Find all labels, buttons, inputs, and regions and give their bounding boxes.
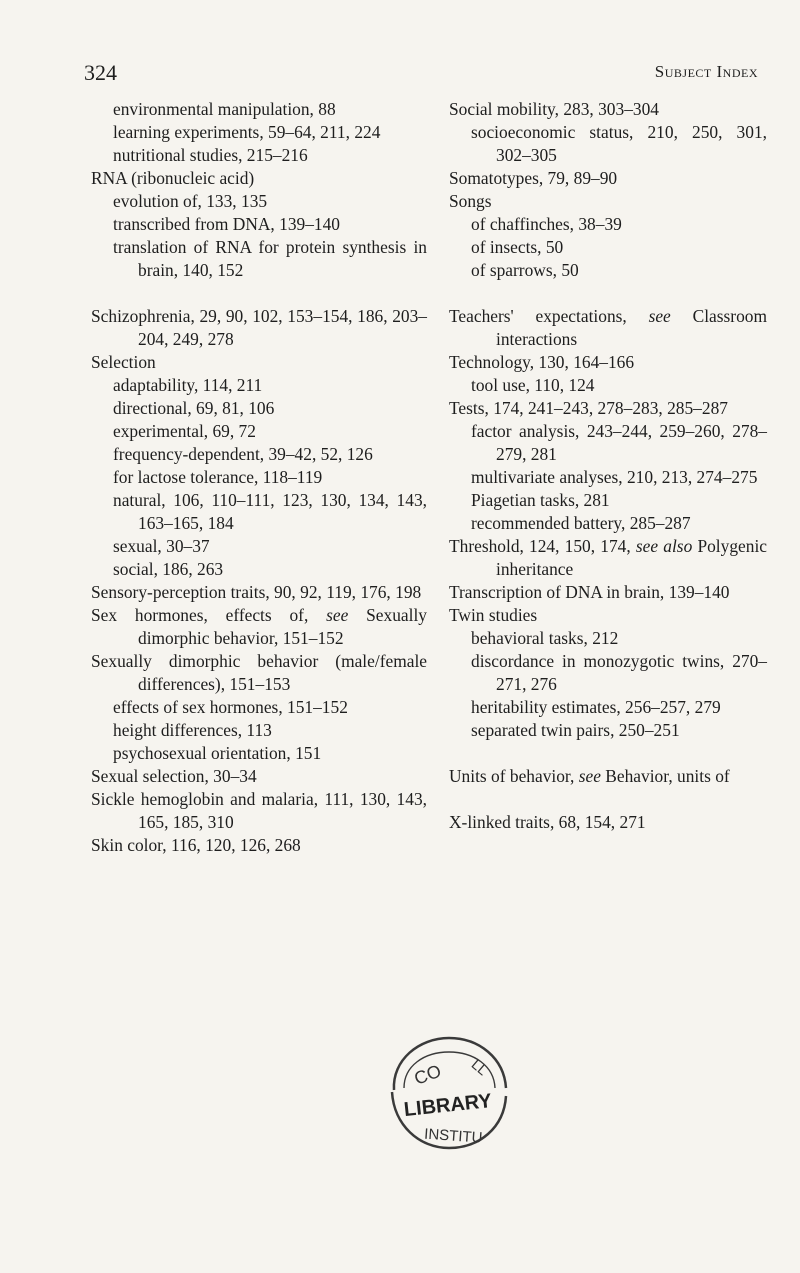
index-entry: Transcription of DNA in brain, 139–140 <box>449 582 730 602</box>
index-subentry: natural, 106, 110–111, 123, 130, 134, 143, 163–165, 184 <box>113 490 427 533</box>
index-subentry: psychosexual orientation, 151 <box>113 743 322 763</box>
index-subentry: adaptability, 114, 211 <box>113 375 263 395</box>
index-subentry: recommended battery, 285–287 <box>471 513 691 533</box>
index-subentry: of insects, 50 <box>471 237 564 257</box>
index-entry: Sensory-perception traits, 90, 92, 119, 176, 198 <box>91 582 422 602</box>
index-entry: Somatotypes, 79, 89–90 <box>449 168 618 188</box>
svg-text:CO: CO <box>411 1060 444 1089</box>
index-subentry: of chaffinches, 38–39 <box>471 214 622 234</box>
index-subentry: height differences, 113 <box>113 720 272 740</box>
svg-text:LL: LL <box>468 1056 491 1079</box>
index-entry: Sexual selection, 30–34 <box>91 766 257 786</box>
index-subentry: sexual, 30–37 <box>113 536 210 556</box>
index-subentry: socioeconomic status, 210, 250, 301, 302–305 <box>471 122 767 165</box>
running-head: Subject Index <box>654 62 758 81</box>
cross-reference: see also <box>635 536 693 556</box>
index-subentry: heritability estimates, 256–257, 279 <box>471 697 721 717</box>
index-entry <box>91 604 427 650</box>
index-entry <box>449 535 767 581</box>
index-subentry: experimental, 69, 72 <box>113 421 256 441</box>
index-subentry: translation of RNA for protein synthesis in brain, 140, 152 <box>113 237 427 280</box>
index-entry: RNA (ribonucleic acid) <box>91 168 255 188</box>
entry-text: Threshold, 124, 150, 174, <box>449 536 636 556</box>
index-subentry: frequency-dependent, 39–42, 52, 126 <box>113 444 373 464</box>
index-entry: Sickle hemoglobin and malaria, 111, 130, 143, 165, 185, 310 <box>91 789 427 832</box>
entry-text: Teachers' expectations, <box>449 306 649 326</box>
index-entry: Twin studies <box>449 605 538 625</box>
index-subentry: separated twin pairs, 250–251 <box>471 720 680 740</box>
page-number: 324 <box>84 60 117 85</box>
page-header <box>84 60 758 94</box>
index-entry: Technology, 130, 164–166 <box>449 352 635 372</box>
entry-text: Classroom interactions <box>496 306 767 349</box>
index-subentry: evolution of, 133, 135 <box>113 191 268 211</box>
index-entry: Social mobility, 283, 303–304 <box>449 99 659 119</box>
cross-reference: see <box>578 766 601 786</box>
index-column-left <box>91 98 427 857</box>
index-subentry: directional, 69, 81, 106 <box>113 398 275 418</box>
index-subentry: effects of sex hormones, 151–152 <box>113 697 348 717</box>
index-subentry: social, 186, 263 <box>113 559 224 579</box>
index-subentry: factor analysis, 243–244, 259–260, 278–279, 281 <box>471 421 767 464</box>
entry-text: Polygenic inheritance <box>496 536 767 579</box>
entry-text: Sexually dimorphic behavior, 151–152 <box>138 605 427 648</box>
library-stamp-seal <box>364 1030 524 1160</box>
index-entry <box>449 765 767 788</box>
index-subentry: environmental manipulation, 88 <box>113 99 336 119</box>
index-entry: X-linked traits, 68, 154, 271 <box>449 812 646 832</box>
index-entry: Schizophrenia, 29, 90, 102, 153–154, 186, 203–204, 249, 278 <box>91 306 427 349</box>
index-subentry: of sparrows, 50 <box>471 260 579 280</box>
entry-text: Behavior, units of <box>600 766 730 786</box>
index-entry: Tests, 174, 241–243, 278–283, 285–287 <box>449 398 728 418</box>
cross-reference: see <box>326 605 349 625</box>
index-subentry: for lactose tolerance, 118–119 <box>113 467 323 487</box>
library-stamp <box>364 1030 524 1160</box>
index-entry: Skin color, 116, 120, 126, 268 <box>91 835 301 855</box>
entry-text: Sex hormones, effects of, <box>91 605 327 625</box>
index-entry: Songs <box>449 191 492 211</box>
index-subentry: nutritional studies, 215–216 <box>113 145 308 165</box>
index-entry <box>449 305 767 351</box>
stamp-text: LIBRARY <box>402 1090 493 1122</box>
index-entry: Sexually dimorphic behavior (male/female differences), 151–153 <box>91 651 427 694</box>
index-subentry: transcribed from DNA, 139–140 <box>113 214 340 234</box>
index-subentry: discordance in monozygotic twins, 270–271, 276 <box>471 651 767 694</box>
index-entry: Selection <box>91 352 156 372</box>
entry-text: Units of behavior, <box>449 766 579 786</box>
index-subentry: multivariate analyses, 210, 213, 274–275 <box>471 467 758 487</box>
index-subentry: Piagetian tasks, 281 <box>471 490 610 510</box>
index-subentry: tool use, 110, 124 <box>471 375 595 395</box>
cross-reference: see <box>648 306 671 326</box>
index-column-right <box>449 98 767 834</box>
index-subentry: learning experiments, 59–64, 211, 224 <box>113 122 381 142</box>
svg-text:INSTITU: INSTITU <box>423 1125 484 1147</box>
index-subentry: behavioral tasks, 212 <box>471 628 619 648</box>
